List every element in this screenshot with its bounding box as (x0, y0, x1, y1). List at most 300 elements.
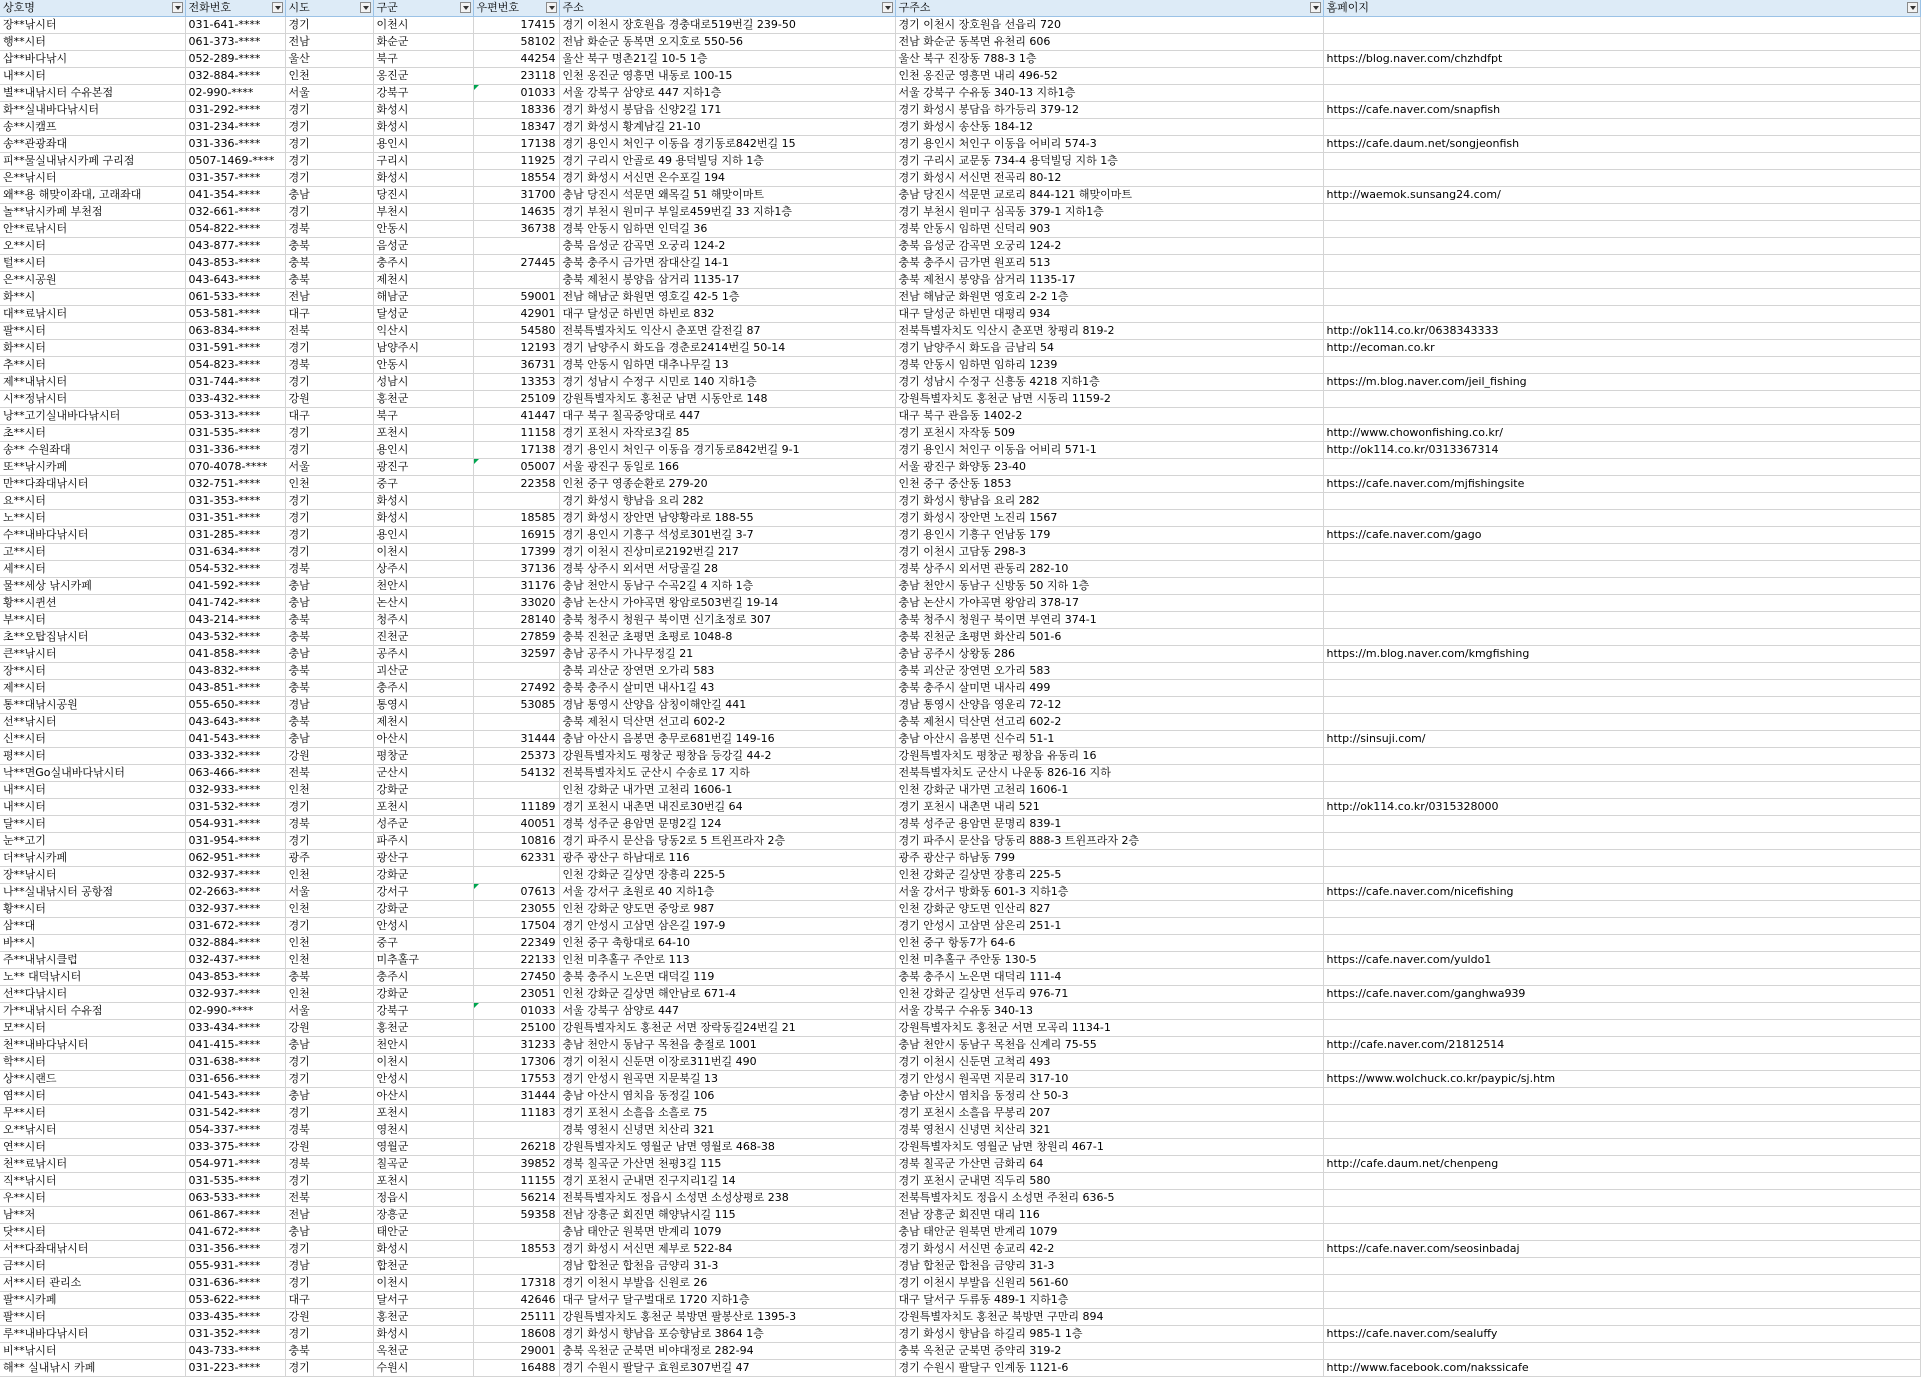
cell-gugun[interactable]: 안성시 (373, 918, 473, 935)
cell-address[interactable]: 경북 영천시 신녕면 치산리 321 (559, 1122, 895, 1139)
cell-address[interactable]: 전북특별자치도 익산시 춘포면 갈전길 87 (559, 323, 895, 340)
cell-old-address[interactable]: 경기 이천시 고담동 298-3 (895, 544, 1323, 561)
cell-name[interactable]: 연**시터 (0, 1139, 185, 1156)
cell-gugun[interactable]: 부천시 (373, 204, 473, 221)
cell-name[interactable]: 가**내낚시터 수유점 (0, 1003, 185, 1020)
cell-gugun[interactable]: 칠곡군 (373, 1156, 473, 1173)
cell-homepage[interactable] (1323, 833, 1920, 850)
cell-name[interactable]: 내**시터 (0, 68, 185, 85)
cell-name[interactable]: 삼**대 (0, 918, 185, 935)
cell-phone[interactable]: 041-672-**** (185, 1224, 285, 1241)
cell-name[interactable]: 송**관광좌대 (0, 136, 185, 153)
cell-name[interactable]: 천**료낚시터 (0, 1156, 185, 1173)
cell-address[interactable]: 충북 제천시 봉양읍 삼거리 1135-17 (559, 272, 895, 289)
cell-address[interactable]: 서울 강북구 삼양로 447 (559, 1003, 895, 1020)
cell-sido[interactable]: 경기 (285, 527, 373, 544)
cell-sido[interactable]: 충남 (285, 646, 373, 663)
cell-phone[interactable]: 031-535-**** (185, 425, 285, 442)
cell-name[interactable]: 노**시터 (0, 510, 185, 527)
cell-phone[interactable]: 031-542-**** (185, 1105, 285, 1122)
cell-sido[interactable]: 경기 (285, 833, 373, 850)
cell-phone[interactable]: 02-990-**** (185, 1003, 285, 1020)
cell-phone[interactable]: 041-858-**** (185, 646, 285, 663)
cell-zip[interactable]: 01033 (473, 85, 559, 102)
cell-address[interactable]: 경남 합천군 합천읍 금양리 31-3 (559, 1258, 895, 1275)
cell-homepage[interactable] (1323, 272, 1920, 289)
cell-zip[interactable]: 18608 (473, 1326, 559, 1343)
cell-address[interactable]: 충북 충주시 노은면 대덕길 119 (559, 969, 895, 986)
cell-address[interactable]: 전북특별자치도 정읍시 소성면 소성상평로 238 (559, 1190, 895, 1207)
cell-homepage[interactable] (1323, 510, 1920, 527)
cell-name[interactable]: 해** 실내낚시 카페 (0, 1360, 185, 1377)
cell-sido[interactable]: 경기 (285, 17, 373, 34)
cell-gugun[interactable]: 용인시 (373, 527, 473, 544)
cell-homepage[interactable] (1323, 170, 1920, 187)
cell-old-address[interactable]: 경기 용인시 처인구 이동읍 어비리 571-1 (895, 442, 1323, 459)
cell-address[interactable]: 경기 화성시 황계남길 21-10 (559, 119, 895, 136)
cell-gugun[interactable]: 영월군 (373, 1139, 473, 1156)
cell-name[interactable]: 학**시터 (0, 1054, 185, 1071)
cell-sido[interactable]: 경남 (285, 697, 373, 714)
cell-address[interactable]: 서울 광진구 동일로 166 (559, 459, 895, 476)
cell-sido[interactable]: 경기 (285, 1054, 373, 1071)
cell-address[interactable]: 경기 화성시 향남읍 포승향남로 3864 1층 (559, 1326, 895, 1343)
cell-phone[interactable]: 043-532-**** (185, 629, 285, 646)
cell-homepage[interactable] (1323, 255, 1920, 272)
cell-phone[interactable]: 043-214-**** (185, 612, 285, 629)
cell-sido[interactable]: 충북 (285, 969, 373, 986)
cell-phone[interactable]: 031-234-**** (185, 119, 285, 136)
cell-address[interactable]: 인천 강화군 길상면 장흥리 225-5 (559, 867, 895, 884)
cell-address[interactable]: 경기 수원시 팔달구 효원로307번길 47 (559, 1360, 895, 1377)
cell-name[interactable]: 추**시터 (0, 357, 185, 374)
cell-zip[interactable] (473, 782, 559, 799)
cell-homepage[interactable] (1323, 867, 1920, 884)
cell-phone[interactable]: 063-834-**** (185, 323, 285, 340)
cell-address[interactable]: 경기 성남시 수정구 시민로 140 지하1층 (559, 374, 895, 391)
cell-homepage[interactable] (1323, 68, 1920, 85)
cell-gugun[interactable]: 광산구 (373, 850, 473, 867)
cell-old-address[interactable]: 경북 상주시 외서면 관동리 282-10 (895, 561, 1323, 578)
cell-old-address[interactable]: 인천 강화군 길상면 선두리 976-71 (895, 986, 1323, 1003)
cell-sido[interactable]: 경기 (285, 493, 373, 510)
cell-phone[interactable]: 063-533-**** (185, 1190, 285, 1207)
cell-homepage[interactable] (1323, 561, 1920, 578)
cell-address[interactable]: 충남 천안시 동남구 수곡2길 4 지하 1층 (559, 578, 895, 595)
cell-homepage[interactable]: http://cafe.naver.com/21812514 (1323, 1037, 1920, 1054)
cell-address[interactable]: 경기 포천시 소흘읍 소흘로 75 (559, 1105, 895, 1122)
cell-homepage[interactable]: http://ok114.co.kr/0313367314 (1323, 442, 1920, 459)
cell-gugun[interactable]: 강화군 (373, 901, 473, 918)
cell-sido[interactable]: 충남 (285, 595, 373, 612)
cell-sido[interactable]: 전북 (285, 1190, 373, 1207)
cell-old-address[interactable]: 인천 미추홀구 주안동 130-5 (895, 952, 1323, 969)
cell-zip[interactable]: 31233 (473, 1037, 559, 1054)
cell-gugun[interactable]: 안동시 (373, 357, 473, 374)
cell-phone[interactable]: 031-634-**** (185, 544, 285, 561)
cell-old-address[interactable]: 경기 화성시 봉담읍 하가등리 379-12 (895, 102, 1323, 119)
cell-sido[interactable]: 인천 (285, 867, 373, 884)
cell-name[interactable]: 신**시터 (0, 731, 185, 748)
cell-homepage[interactable]: http://ok114.co.kr/0638343333 (1323, 323, 1920, 340)
cell-sido[interactable]: 충북 (285, 663, 373, 680)
cell-name[interactable]: 황**시터 (0, 901, 185, 918)
cell-address[interactable]: 경기 포천시 내촌면 내진로30번길 64 (559, 799, 895, 816)
cell-address[interactable]: 경기 화성시 향남읍 요리 282 (559, 493, 895, 510)
cell-old-address[interactable]: 충남 아산시 염치읍 동정리 산 50-3 (895, 1088, 1323, 1105)
cell-zip[interactable]: 11155 (473, 1173, 559, 1190)
cell-zip[interactable]: 25373 (473, 748, 559, 765)
cell-homepage[interactable] (1323, 1292, 1920, 1309)
cell-address[interactable]: 강원특별자치도 홍천군 북방면 팔봉산로 1395-3 (559, 1309, 895, 1326)
cell-old-address[interactable]: 강원특별자치도 평창군 평창읍 유동리 16 (895, 748, 1323, 765)
cell-name[interactable]: 피**물실내낚시카페 구리점 (0, 153, 185, 170)
cell-old-address[interactable]: 경남 통영시 산양읍 영운리 72-12 (895, 697, 1323, 714)
cell-zip[interactable]: 17415 (473, 17, 559, 34)
cell-gugun[interactable]: 공주시 (373, 646, 473, 663)
cell-zip[interactable]: 31700 (473, 187, 559, 204)
cell-name[interactable]: 평**시터 (0, 748, 185, 765)
cell-homepage[interactable] (1323, 1309, 1920, 1326)
cell-phone[interactable]: 0507-1469-**** (185, 153, 285, 170)
cell-gugun[interactable]: 아산시 (373, 731, 473, 748)
cell-sido[interactable]: 경기 (285, 1241, 373, 1258)
cell-sido[interactable]: 전북 (285, 323, 373, 340)
cell-name[interactable]: 팔**시터 (0, 1309, 185, 1326)
cell-homepage[interactable]: http://waemok.sunsang24.com/ (1323, 187, 1920, 204)
cell-gugun[interactable]: 해남군 (373, 289, 473, 306)
cell-gugun[interactable]: 옹진군 (373, 68, 473, 85)
cell-name[interactable]: 우**시터 (0, 1190, 185, 1207)
cell-homepage[interactable] (1323, 306, 1920, 323)
cell-sido[interactable]: 충북 (285, 238, 373, 255)
cell-homepage[interactable] (1323, 748, 1920, 765)
cell-sido[interactable]: 광주 (285, 850, 373, 867)
cell-gugun[interactable]: 상주시 (373, 561, 473, 578)
cell-name[interactable]: 천**내바다낚시터 (0, 1037, 185, 1054)
cell-zip[interactable]: 42901 (473, 306, 559, 323)
cell-zip[interactable] (473, 1258, 559, 1275)
cell-name[interactable]: 물**세상 낚시카페 (0, 578, 185, 595)
cell-gugun[interactable]: 제천시 (373, 714, 473, 731)
cell-sido[interactable]: 경북 (285, 1156, 373, 1173)
cell-zip[interactable] (473, 663, 559, 680)
cell-address[interactable]: 경기 포천시 자작로3길 85 (559, 425, 895, 442)
cell-zip[interactable]: 22358 (473, 476, 559, 493)
cell-phone[interactable]: 031-641-**** (185, 17, 285, 34)
cell-zip[interactable]: 39852 (473, 1156, 559, 1173)
cell-old-address[interactable]: 경기 이천시 장호원읍 선읍리 720 (895, 17, 1323, 34)
cell-gugun[interactable]: 강화군 (373, 782, 473, 799)
cell-name[interactable]: 행**시터 (0, 34, 185, 51)
cell-gugun[interactable]: 중구 (373, 476, 473, 493)
cell-gugun[interactable]: 수원시 (373, 1360, 473, 1377)
cell-phone[interactable]: 031-352-**** (185, 1326, 285, 1343)
cell-address[interactable]: 강원특별자치도 평창군 평창읍 등강길 44-2 (559, 748, 895, 765)
cell-phone[interactable]: 031-638-**** (185, 1054, 285, 1071)
cell-gugun[interactable]: 북구 (373, 51, 473, 68)
cell-sido[interactable]: 강원 (285, 748, 373, 765)
cell-old-address[interactable]: 전북특별자치도 정읍시 소성면 주천리 636-5 (895, 1190, 1323, 1207)
cell-homepage[interactable]: https://cafe.naver.com/sealuffy (1323, 1326, 1920, 1343)
cell-sido[interactable]: 경기 (285, 1275, 373, 1292)
cell-phone[interactable]: 032-661-**** (185, 204, 285, 221)
cell-address[interactable]: 충남 논산시 가야곡면 왕암로503번길 19-14 (559, 595, 895, 612)
cell-zip[interactable]: 44254 (473, 51, 559, 68)
cell-phone[interactable]: 032-933-**** (185, 782, 285, 799)
cell-zip[interactable] (473, 1224, 559, 1241)
cell-homepage[interactable]: http://sinsuji.com/ (1323, 731, 1920, 748)
cell-sido[interactable]: 경기 (285, 170, 373, 187)
cell-zip[interactable]: 17138 (473, 136, 559, 153)
cell-phone[interactable]: 054-931-**** (185, 816, 285, 833)
cell-name[interactable]: 남**저 (0, 1207, 185, 1224)
cell-gugun[interactable]: 파주시 (373, 833, 473, 850)
cell-gugun[interactable]: 합천군 (373, 1258, 473, 1275)
cell-sido[interactable]: 충북 (285, 272, 373, 289)
cell-address[interactable]: 충북 음성군 감곡면 오궁리 124-2 (559, 238, 895, 255)
cell-zip[interactable]: 13353 (473, 374, 559, 391)
cell-phone[interactable]: 031-954-**** (185, 833, 285, 850)
cell-old-address[interactable]: 충남 논산시 가야곡면 왕암리 378-17 (895, 595, 1323, 612)
cell-gugun[interactable]: 홍천군 (373, 391, 473, 408)
cell-address[interactable]: 경북 상주시 외서면 서당골길 28 (559, 561, 895, 578)
cell-name[interactable]: 주**내낚시클럽 (0, 952, 185, 969)
cell-address[interactable]: 경북 안동시 임하면 대추나무길 13 (559, 357, 895, 374)
cell-old-address[interactable]: 충북 옥천군 군북면 증약리 319-2 (895, 1343, 1323, 1360)
cell-name[interactable]: 시**정낚시터 (0, 391, 185, 408)
cell-sido[interactable]: 충북 (285, 629, 373, 646)
cell-homepage[interactable]: https://cafe.naver.com/yuldo1 (1323, 952, 1920, 969)
cell-gugun[interactable]: 홍천군 (373, 1020, 473, 1037)
cell-sido[interactable]: 충북 (285, 714, 373, 731)
cell-phone[interactable]: 061-533-**** (185, 289, 285, 306)
cell-address[interactable]: 전북특별자치도 군산시 수송로 17 지하 (559, 765, 895, 782)
cell-phone[interactable]: 031-535-**** (185, 1173, 285, 1190)
cell-address[interactable]: 경기 파주시 문산읍 당동2로 5 트윈프라자 2층 (559, 833, 895, 850)
cell-homepage[interactable]: http://cafe.daum.net/chenpeng (1323, 1156, 1920, 1173)
cell-homepage[interactable] (1323, 680, 1920, 697)
cell-sido[interactable]: 울산 (285, 51, 373, 68)
cell-gugun[interactable]: 제천시 (373, 272, 473, 289)
cell-old-address[interactable]: 경기 수원시 팔달구 인계동 1121-6 (895, 1360, 1323, 1377)
cell-name[interactable]: 내**시터 (0, 782, 185, 799)
cell-homepage[interactable] (1323, 221, 1920, 238)
cell-old-address[interactable]: 울산 북구 진장동 788-3 1층 (895, 51, 1323, 68)
cell-gugun[interactable]: 강북구 (373, 1003, 473, 1020)
cell-name[interactable]: 은**낚시터 (0, 170, 185, 187)
cell-phone[interactable]: 033-432-**** (185, 391, 285, 408)
cell-gugun[interactable]: 충주시 (373, 969, 473, 986)
cell-phone[interactable]: 031-357-**** (185, 170, 285, 187)
cell-address[interactable]: 경기 화성시 장안면 남양황라로 188-55 (559, 510, 895, 527)
cell-name[interactable]: 별**내낚시터 수유본점 (0, 85, 185, 102)
cell-gugun[interactable]: 당진시 (373, 187, 473, 204)
cell-phone[interactable]: 055-931-**** (185, 1258, 285, 1275)
cell-phone[interactable]: 061-373-**** (185, 34, 285, 51)
cell-phone[interactable]: 031-336-**** (185, 442, 285, 459)
cell-sido[interactable]: 경기 (285, 799, 373, 816)
cell-name[interactable]: 팔**시터 (0, 323, 185, 340)
cell-sido[interactable]: 충남 (285, 1088, 373, 1105)
cell-sido[interactable]: 경남 (285, 1258, 373, 1275)
cell-zip[interactable]: 18553 (473, 1241, 559, 1258)
cell-sido[interactable]: 경기 (285, 442, 373, 459)
cell-old-address[interactable]: 충북 청주시 청원구 북이면 부연리 374-1 (895, 612, 1323, 629)
cell-sido[interactable]: 인천 (285, 986, 373, 1003)
cell-zip[interactable]: 10816 (473, 833, 559, 850)
cell-gugun[interactable]: 달서구 (373, 1292, 473, 1309)
cell-address[interactable]: 경기 용인시 처인구 이동읍 경기동로842번길 15 (559, 136, 895, 153)
cell-address[interactable]: 경기 남양주시 화도읍 경춘로2414번길 50-14 (559, 340, 895, 357)
cell-homepage[interactable] (1323, 1139, 1920, 1156)
cell-name[interactable]: 놀**낚시카페 부천점 (0, 204, 185, 221)
cell-old-address[interactable]: 강원특별자치도 홍천군 서면 모곡리 1134-1 (895, 1020, 1323, 1037)
cell-name[interactable]: 노** 대덕낚시터 (0, 969, 185, 986)
cell-zip[interactable]: 16488 (473, 1360, 559, 1377)
cell-zip[interactable]: 23051 (473, 986, 559, 1003)
cell-old-address[interactable]: 경기 성남시 수정구 신흥동 4218 지하1층 (895, 374, 1323, 391)
cell-homepage[interactable] (1323, 544, 1920, 561)
cell-zip[interactable]: 18585 (473, 510, 559, 527)
cell-phone[interactable]: 031-292-**** (185, 102, 285, 119)
cell-phone[interactable]: 032-884-**** (185, 68, 285, 85)
cell-gugun[interactable]: 태안군 (373, 1224, 473, 1241)
cell-address[interactable]: 충남 아산시 음봉면 충무로681번길 149-16 (559, 731, 895, 748)
cell-zip[interactable]: 28140 (473, 612, 559, 629)
cell-old-address[interactable]: 전남 해남군 화원면 영호리 2-2 1층 (895, 289, 1323, 306)
cell-homepage[interactable] (1323, 595, 1920, 612)
cell-homepage[interactable]: https://cafe.naver.com/nicefishing (1323, 884, 1920, 901)
cell-gugun[interactable]: 이천시 (373, 544, 473, 561)
cell-address[interactable]: 경기 화성시 서신면 은수포길 194 (559, 170, 895, 187)
cell-homepage[interactable]: http://www.facebook.com/nakssicafe (1323, 1360, 1920, 1377)
cell-name[interactable]: 황**시퀸션 (0, 595, 185, 612)
cell-name[interactable]: 장**낚시터 (0, 867, 185, 884)
cell-address[interactable]: 대구 달성군 하빈면 하빈로 832 (559, 306, 895, 323)
cell-address[interactable]: 인천 옹진군 영흥면 내동로 100-15 (559, 68, 895, 85)
cell-gugun[interactable]: 화성시 (373, 170, 473, 187)
cell-address[interactable]: 인천 강화군 양도면 중앙로 987 (559, 901, 895, 918)
cell-sido[interactable]: 경북 (285, 1122, 373, 1139)
cell-gugun[interactable]: 통영시 (373, 697, 473, 714)
cell-phone[interactable]: 054-971-**** (185, 1156, 285, 1173)
cell-homepage[interactable]: https://blog.naver.com/chzhdfpt (1323, 51, 1920, 68)
cell-homepage[interactable]: https://cafe.naver.com/mjfishingsite (1323, 476, 1920, 493)
cell-homepage[interactable] (1323, 1258, 1920, 1275)
cell-sido[interactable]: 경기 (285, 153, 373, 170)
cell-address[interactable]: 충남 공주시 가나무정길 21 (559, 646, 895, 663)
cell-zip[interactable]: 41447 (473, 408, 559, 425)
cell-zip[interactable] (473, 714, 559, 731)
cell-phone[interactable]: 031-672-**** (185, 918, 285, 935)
cell-sido[interactable]: 충남 (285, 1037, 373, 1054)
cell-homepage[interactable] (1323, 612, 1920, 629)
cell-zip[interactable]: 14635 (473, 204, 559, 221)
cell-old-address[interactable]: 충북 괴산군 장연면 오가리 583 (895, 663, 1323, 680)
cell-sido[interactable]: 경기 (285, 340, 373, 357)
cell-name[interactable]: 내**시터 (0, 799, 185, 816)
cell-name[interactable]: 큰**낚시터 (0, 646, 185, 663)
cell-homepage[interactable] (1323, 935, 1920, 952)
cell-phone[interactable]: 031-591-**** (185, 340, 285, 357)
cell-gugun[interactable]: 천안시 (373, 578, 473, 595)
cell-old-address[interactable]: 충북 충주시 금가면 원포리 513 (895, 255, 1323, 272)
cell-zip[interactable] (473, 272, 559, 289)
cell-sido[interactable]: 경기 (285, 374, 373, 391)
cell-gugun[interactable]: 정읍시 (373, 1190, 473, 1207)
cell-homepage[interactable] (1323, 663, 1920, 680)
cell-address[interactable]: 경기 이천시 부발읍 신원로 26 (559, 1275, 895, 1292)
cell-old-address[interactable]: 강원특별자치도 홍천군 북방면 구만리 894 (895, 1309, 1323, 1326)
cell-zip[interactable]: 27492 (473, 680, 559, 697)
cell-zip[interactable]: 53085 (473, 697, 559, 714)
cell-gugun[interactable]: 포천시 (373, 799, 473, 816)
cell-address[interactable]: 강원특별자치도 홍천군 남면 시동안로 148 (559, 391, 895, 408)
cell-old-address[interactable]: 경기 남양주시 화도읍 금남리 54 (895, 340, 1323, 357)
cell-gugun[interactable]: 이천시 (373, 17, 473, 34)
cell-zip[interactable]: 36738 (473, 221, 559, 238)
cell-name[interactable]: 제**내낚시터 (0, 374, 185, 391)
cell-zip[interactable] (473, 493, 559, 510)
cell-sido[interactable]: 경북 (285, 221, 373, 238)
cell-address[interactable]: 서울 강서구 초원로 40 지하1층 (559, 884, 895, 901)
cell-sido[interactable]: 경기 (285, 918, 373, 935)
cell-homepage[interactable] (1323, 357, 1920, 374)
cell-gugun[interactable]: 포천시 (373, 425, 473, 442)
cell-address[interactable]: 경기 이천시 신둔면 이장로311번길 490 (559, 1054, 895, 1071)
cell-sido[interactable]: 경북 (285, 357, 373, 374)
cell-old-address[interactable]: 경기 화성시 서신면 전곡리 80-12 (895, 170, 1323, 187)
cell-address[interactable]: 경기 부천시 원미구 부일로459번길 33 지하1층 (559, 204, 895, 221)
cell-phone[interactable]: 061-867-**** (185, 1207, 285, 1224)
cell-gugun[interactable]: 화성시 (373, 493, 473, 510)
cell-address[interactable]: 경북 성주군 용암면 문명2길 124 (559, 816, 895, 833)
cell-gugun[interactable]: 강서구 (373, 884, 473, 901)
cell-old-address[interactable]: 충남 태안군 원북면 반계리 1079 (895, 1224, 1323, 1241)
cell-address[interactable]: 광주 광산구 하남대로 116 (559, 850, 895, 867)
cell-zip[interactable]: 11183 (473, 1105, 559, 1122)
cell-name[interactable]: 더**낚시카페 (0, 850, 185, 867)
cell-homepage[interactable] (1323, 1275, 1920, 1292)
cell-gugun[interactable]: 구리시 (373, 153, 473, 170)
cell-homepage[interactable] (1323, 1343, 1920, 1360)
cell-name[interactable]: 화**실내바다낚시터 (0, 102, 185, 119)
cell-gugun[interactable]: 평창군 (373, 748, 473, 765)
cell-homepage[interactable] (1323, 714, 1920, 731)
cell-gugun[interactable]: 포천시 (373, 1173, 473, 1190)
cell-zip[interactable]: 62331 (473, 850, 559, 867)
cell-old-address[interactable]: 충북 제천시 봉양읍 삼거리 1135-17 (895, 272, 1323, 289)
cell-zip[interactable]: 01033 (473, 1003, 559, 1020)
cell-zip[interactable]: 18336 (473, 102, 559, 119)
cell-zip[interactable]: 56214 (473, 1190, 559, 1207)
cell-old-address[interactable]: 경기 안성시 원곡면 지문리 317-10 (895, 1071, 1323, 1088)
cell-phone[interactable]: 041-543-**** (185, 731, 285, 748)
cell-zip[interactable]: 17306 (473, 1054, 559, 1071)
cell-address[interactable]: 경기 이천시 진상미로2192번길 217 (559, 544, 895, 561)
cell-name[interactable]: 선**낚시터 (0, 714, 185, 731)
cell-address[interactable]: 경기 화성시 봉담읍 신양2길 171 (559, 102, 895, 119)
cell-name[interactable]: 화**시터 (0, 340, 185, 357)
cell-gugun[interactable]: 미추홀구 (373, 952, 473, 969)
cell-sido[interactable]: 경기 (285, 1071, 373, 1088)
cell-old-address[interactable]: 강원특별자치도 홍천군 남면 시동리 1159-2 (895, 391, 1323, 408)
cell-old-address[interactable]: 대구 달성군 하빈면 대평리 934 (895, 306, 1323, 323)
cell-address[interactable]: 서울 강북구 삼양로 447 지하1층 (559, 85, 895, 102)
cell-gugun[interactable]: 아산시 (373, 1088, 473, 1105)
cell-old-address[interactable]: 충북 음성군 감곡면 오궁리 124-2 (895, 238, 1323, 255)
